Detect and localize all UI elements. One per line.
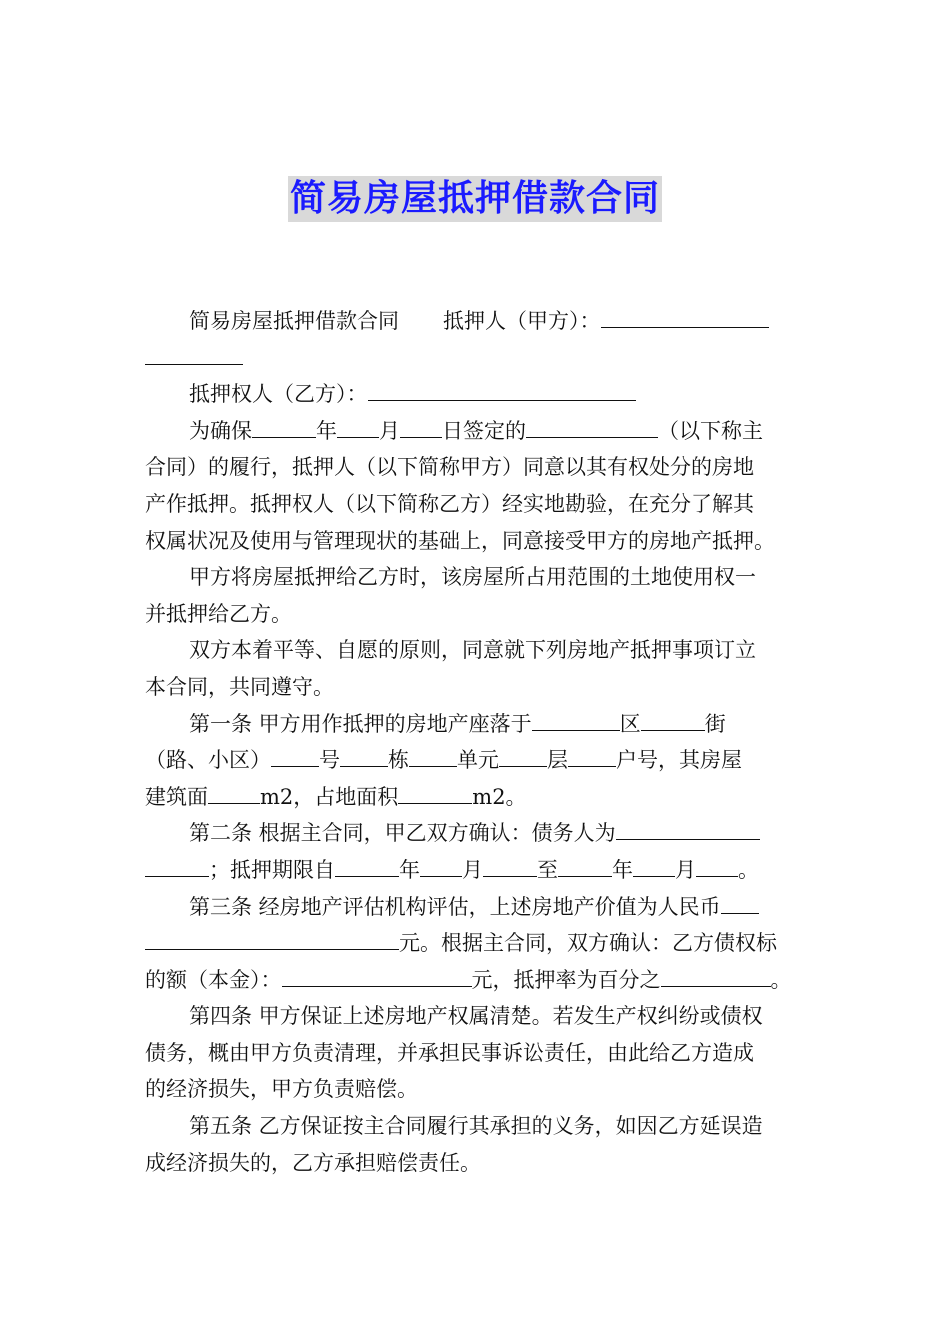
text-run: 。: [738, 857, 759, 882]
blank-field: [368, 378, 636, 401]
text-run: 元，抵押率为百分之: [471, 967, 661, 992]
paragraph-line: [145, 303, 809, 340]
text-run: 月: [462, 857, 483, 882]
paragraph-line: 的经济损失，甲方负责赔偿。: [145, 1077, 418, 1102]
text-run: 为确保: [189, 418, 252, 443]
paragraph-line: [145, 925, 809, 962]
text-run: 层: [547, 748, 568, 773]
blank-field: [145, 927, 399, 950]
text-run: 。: [770, 967, 792, 992]
paragraph-line: [145, 742, 809, 779]
paragraph-line: 本合同，共同遵守。: [145, 674, 334, 699]
paragraph-line: 第五条 乙方保证按主合同履行其承担的义务，如因乙方延误造: [189, 1114, 763, 1139]
text-run: 的额（本金）：: [145, 967, 282, 992]
blank-field: [558, 854, 612, 877]
text-run: 月: [675, 857, 696, 882]
paragraph-line: 并抵押给乙方。: [145, 601, 292, 626]
blank-field: [661, 964, 771, 987]
document-title: 简易房屋抵押借款合同: [288, 176, 662, 222]
text-run: 第二条 根据主合同，甲乙双方确认：债务人为: [189, 821, 616, 846]
text-run: （以下称主: [658, 418, 763, 443]
blank-field: [721, 891, 759, 914]
title-wrap: [0, 176, 950, 222]
text-run: 年: [612, 857, 633, 882]
paragraph-line: [145, 852, 809, 889]
blank-field: [641, 708, 705, 731]
blank-field: [335, 854, 399, 877]
text-run: 户号，其房屋: [616, 748, 742, 773]
text-run: 抵押人（甲方）：: [443, 309, 601, 333]
text-run: m2，占地面积: [260, 784, 399, 809]
blank-field: [398, 781, 472, 804]
paragraph-line: [145, 706, 809, 743]
paragraph-line: [145, 340, 809, 377]
text-run: 第三条 经房地产评估机构评估，上述房地产价值为人民币: [189, 894, 721, 919]
paragraph-line: 双方本着平等、自愿的原则，同意就下列房地产抵押事项订立: [189, 638, 756, 663]
paragraph-line: [145, 962, 809, 999]
blank-field: [340, 744, 388, 767]
blank-field: [271, 744, 319, 767]
text-run: 元。根据主合同，双方确认：乙方债权标: [399, 931, 777, 956]
paragraph-line: [145, 413, 809, 450]
paragraph-line: [145, 376, 809, 413]
blank-field: [633, 854, 675, 877]
paragraph-line: 债务，概由甲方负责清理，并承担民事诉讼责任，由此给乙方造成: [145, 1040, 754, 1065]
blank-field: [526, 415, 658, 438]
text-run: m2。: [472, 784, 527, 809]
text-run: （路、小区）: [145, 748, 271, 773]
blank-field: [499, 744, 547, 767]
blank-field: [483, 854, 537, 877]
paragraph-line: 合同）的履行，抵押人（以下简称甲方）同意以其有权处分的房地: [145, 455, 754, 480]
blank-field: [282, 964, 472, 987]
text-run: 单元: [457, 748, 499, 773]
blank-field: [532, 708, 620, 731]
blank-field: [601, 305, 769, 328]
document-body: [145, 303, 809, 1181]
text-run: 栋: [388, 748, 409, 773]
blank-field: [568, 744, 616, 767]
text-run: 年: [316, 418, 337, 443]
text-run: 至: [537, 857, 558, 882]
text-run: 年: [399, 857, 420, 882]
blank-field: [252, 415, 316, 438]
blank-field: [409, 744, 457, 767]
text-run: 第一条 甲方用作抵押的房地产座落于: [189, 711, 532, 736]
blank-field: [420, 854, 462, 877]
paragraph-line: 权属状况及使用与管理现状的基础上，同意接受甲方的房地产抵押。: [145, 528, 775, 553]
text-run: 建筑面: [145, 784, 208, 809]
text-run: 号: [319, 748, 340, 773]
paragraph-line: 产作抵押。抵押权人（以下简称乙方）经实地勘验，在充分了解其: [145, 491, 754, 516]
paragraph-line: [145, 815, 809, 852]
blank-field: [208, 781, 260, 804]
blank-field: [400, 415, 442, 438]
text-run: 抵押权人（乙方）：: [189, 382, 368, 407]
paragraph-line: [145, 779, 809, 816]
text-run: 日签定的: [442, 418, 526, 443]
text-run: 区: [619, 711, 641, 736]
blank-field: [145, 342, 243, 365]
text-run: 简易房屋抵押借款合同: [189, 309, 399, 333]
blank-field: [337, 415, 379, 438]
paragraph-line: 甲方将房屋抵押给乙方时，该房屋所占用范围的土地使用权一: [189, 565, 756, 590]
paragraph-line: [145, 889, 809, 926]
text-run: 月: [379, 418, 400, 443]
text-run: ；抵押期限自: [209, 857, 335, 882]
blank-field: [696, 854, 738, 877]
blank-field: [616, 817, 760, 840]
text-run: 街: [704, 711, 726, 736]
paragraph-line: 第四条 甲方保证上述房地产权属清楚。若发生产权纠纷或债权: [189, 1004, 763, 1029]
paragraph-line: 成经济损失的，乙方承担赔偿责任。: [145, 1150, 481, 1175]
blank-field: [145, 854, 209, 877]
